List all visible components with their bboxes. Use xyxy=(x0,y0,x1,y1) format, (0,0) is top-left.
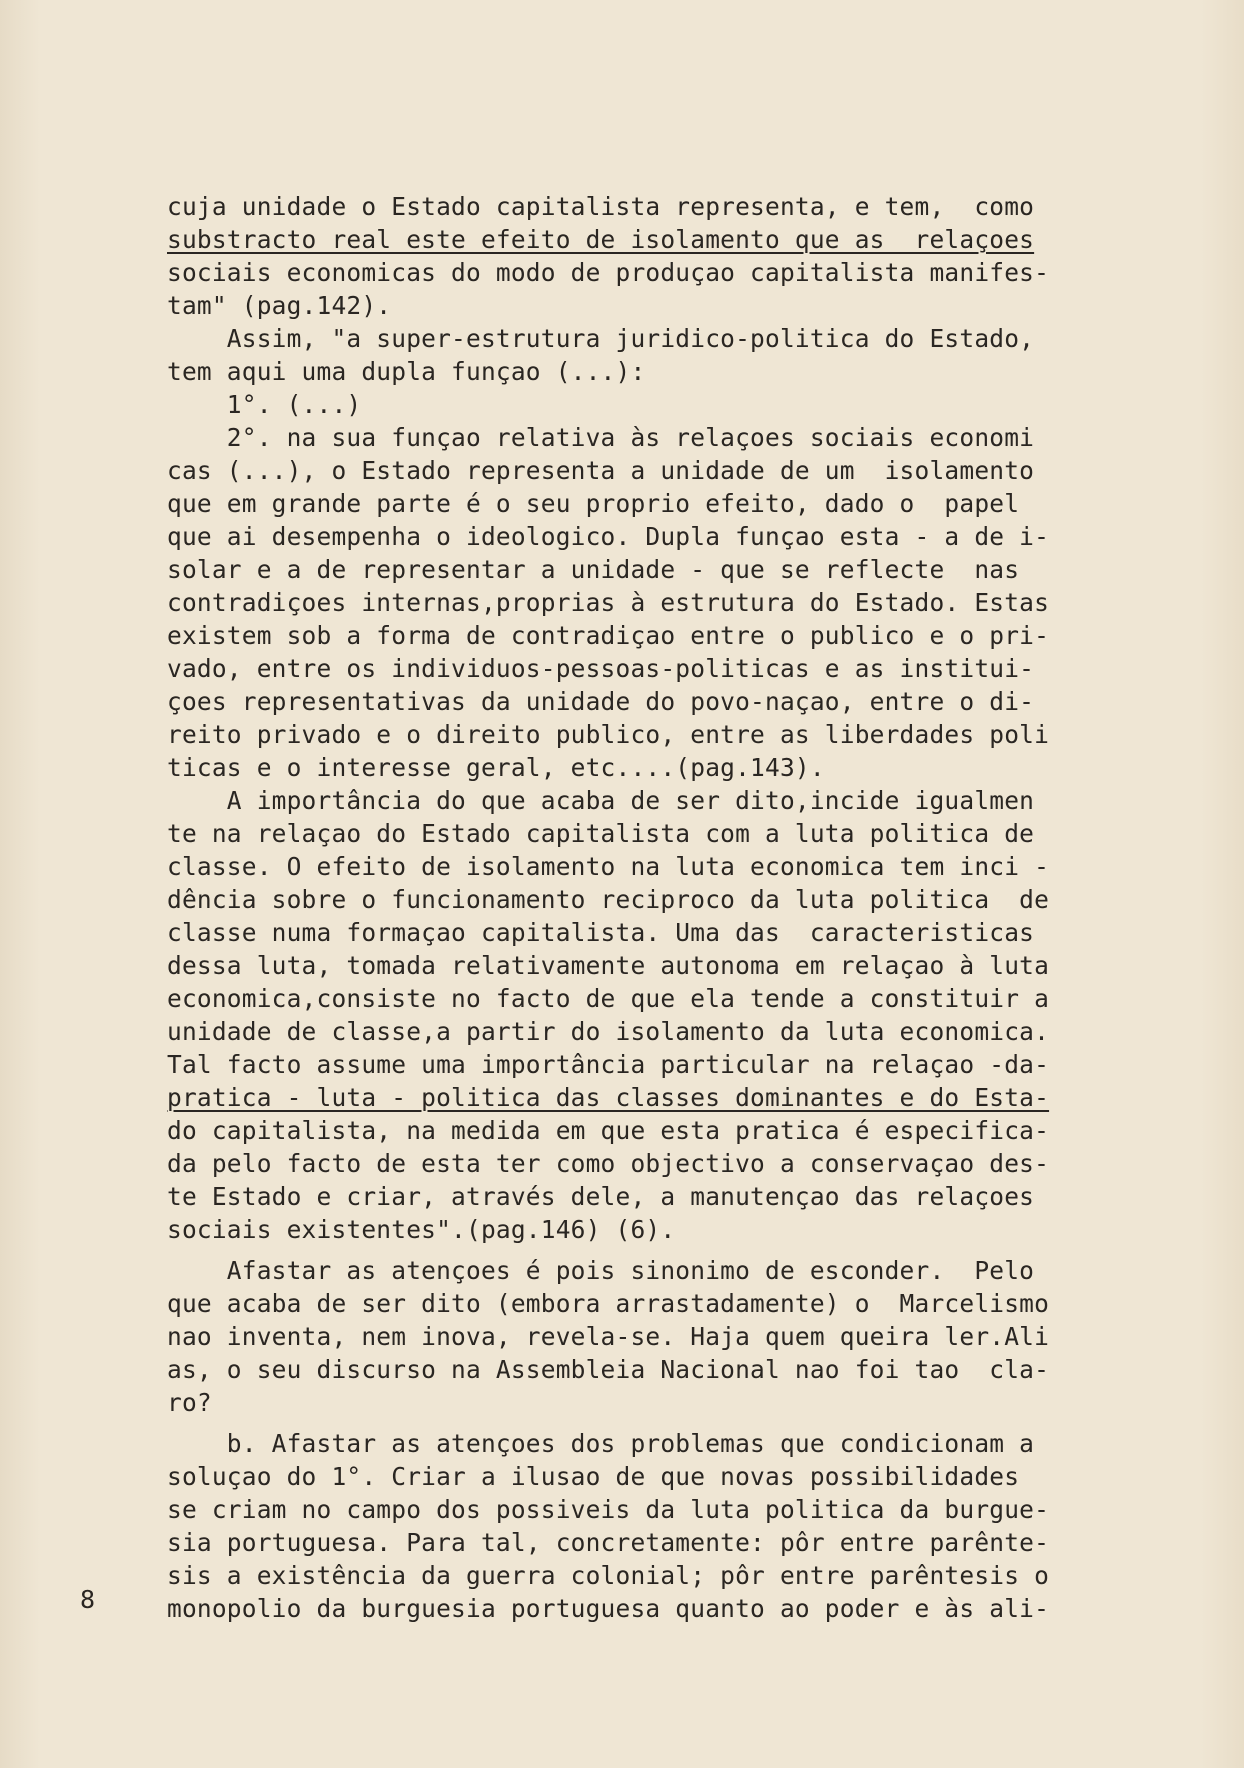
text-line: te na relaçao do Estado capitalista com a luta politica de xyxy=(167,819,1035,848)
text-line: sociais existentes".(pag.146) (6). xyxy=(167,1215,676,1244)
text-line: 1°. (...) xyxy=(167,390,362,419)
text-line: Afastar as atençoes é pois sinonimo de esconder. Pelo xyxy=(167,1256,1035,1285)
text-line: te Estado e criar, através dele, a manutençao das relaçoes xyxy=(167,1182,1035,1211)
text-line: substracto real este efeito de isolamento que as relaçoes xyxy=(167,225,1035,254)
text-line: economica,consiste no facto de que ela tende a constituir a xyxy=(167,984,1050,1013)
text-line: se criam no campo dos possiveis da luta politica da burgue- xyxy=(167,1495,1050,1524)
text-line: soluçao do 1°. Criar a ilusao de que novas possibilidades xyxy=(167,1462,1020,1491)
text-line: unidade de classe,a partir do isolamento da luta economica. xyxy=(167,1017,1050,1046)
text-line: monopolio da burguesia portuguesa quanto ao poder e às ali- xyxy=(167,1594,1050,1623)
text-line: A importância do que acaba de ser dito,incide igualmen xyxy=(167,786,1035,815)
text-line: sis a existência da guerra colonial; pôr entre parêntesis o xyxy=(167,1561,1050,1590)
text-line: solar e a de representar a unidade - que se reflecte nas xyxy=(167,555,1020,584)
text-line: dência sobre o funcionamento reciproco da luta politica de xyxy=(167,885,1050,914)
text-line: cuja unidade o Estado capitalista representa, e tem, como xyxy=(167,192,1035,221)
text-line: tam" (pag.142). xyxy=(167,291,392,320)
text-line: contradiçoes internas,proprias à estrutura do Estado. Estas xyxy=(167,588,1050,617)
text-line: dessa luta, tomada relativamente autonoma em relaçao à luta xyxy=(167,951,1050,980)
body-text xyxy=(167,190,1152,1625)
text-line: que em grande parte é o seu proprio efeito, dado o papel xyxy=(167,489,1020,518)
text-line: pratica - luta - politica das classes dominantes e do Esta- xyxy=(167,1083,1050,1112)
text-line: da pelo facto de esta ter como objectivo a conservaçao des- xyxy=(167,1149,1050,1178)
text-line: 2°. na sua funçao relativa às relaçoes sociais economi xyxy=(167,423,1035,452)
text-line: tem aqui uma dupla funçao (...): xyxy=(167,357,646,386)
text-line: que ai desempenha o ideologico. Dupla funçao esta - a de i- xyxy=(167,522,1050,551)
text-line: sociais economicas do modo de produçao capitalista manifes- xyxy=(167,258,1050,287)
text-line: classe. O efeito de isolamento na luta economica tem inci - xyxy=(167,852,1050,881)
text-line: do capitalista, na medida em que esta pratica é especifica- xyxy=(167,1116,1050,1145)
text-line: ticas e o interesse geral, etc....(pag.143). xyxy=(167,753,825,782)
text-line: ro? xyxy=(167,1388,212,1417)
text-line: cas (...), o Estado representa a unidade de um isolamento xyxy=(167,456,1035,485)
page-number: 8 xyxy=(80,1585,96,1614)
text-line: reito privado e o direito publico, entre as liberdades poli xyxy=(167,720,1050,749)
text-line: sia portuguesa. Para tal, concretamente: pôr entre parênte- xyxy=(167,1528,1050,1557)
text-line: çoes representativas da unidade do povo-naçao, entre o di- xyxy=(167,687,1035,716)
text-line: as, o seu discurso na Assembleia Nacional nao foi tao cla- xyxy=(167,1355,1050,1384)
text-line: b. Afastar as atençoes dos problemas que condicionam a xyxy=(167,1429,1035,1458)
text-line: vado, entre os individuos-pessoas-politicas e as institui- xyxy=(167,654,1035,683)
text-line: que acaba de ser dito (embora arrastadamente) o Marcelismo xyxy=(167,1289,1050,1318)
text-line: Assim, "a super-estrutura juridico-politica do Estado, xyxy=(167,324,1035,353)
text-line: Tal facto assume uma importância particular na relaçao -da- xyxy=(167,1050,1050,1079)
text-line: classe numa formaçao capitalista. Uma das caracteristicas xyxy=(167,918,1035,947)
text-line: nao inventa, nem inova, revela-se. Haja quem queira ler.Ali xyxy=(167,1322,1050,1351)
text-line: existem sob a forma de contradiçao entre o publico e o pri- xyxy=(167,621,1050,650)
